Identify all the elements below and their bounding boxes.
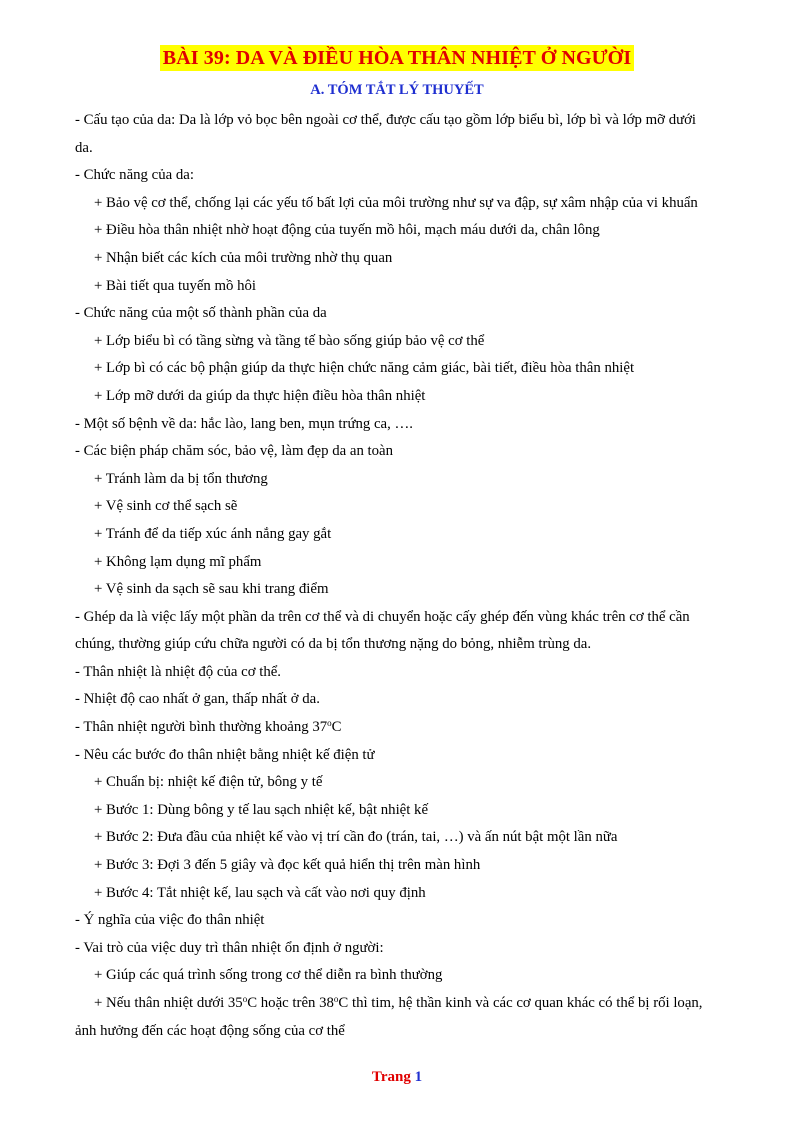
paragraph-line: - Chức năng của một số thành phần của da	[75, 305, 327, 322]
bullet-line: + Không lạm dụng mĩ phẩm	[94, 553, 262, 570]
bullet-line: + Tránh làm da bị tổn thương	[94, 470, 268, 487]
bullet-line: + Lớp biểu bì có tầng sừng và tầng tế bào sống giúp bảo vệ cơ thể	[94, 332, 485, 349]
bullet-line: + Lớp bì có các bộ phận giúp da thực hiện chức năng cảm giác, bài tiết, điều hòa thân nhiệt	[94, 360, 635, 377]
bullet-line: + Điều hòa thân nhiệt nhờ hoạt động của tuyến mồ hôi, mạch máu dưới da, chân lông	[94, 222, 600, 239]
bullet-line: + Bảo vệ cơ thể, chống lại các yếu tố bất lợi của môi trường như sự va đập, sự xâm nhập của vi khuẩn	[94, 194, 698, 211]
bullet-line: + Bước 2: Đưa đầu của nhiệt kế vào vị trí cần đo (trán, tai, …) và ấn nút bật một lần nữa	[94, 829, 618, 846]
bullet-line: + Bước 3: Đợi 3 đến 5 giây và đọc kết quả hiển thị trên màn hình	[94, 857, 481, 874]
bullet-line-temperature	[75, 990, 755, 1018]
text-segment: C	[331, 719, 342, 736]
section-heading: A. TÓM TẮT LÝ THUYẾT	[310, 82, 484, 98]
text-segment: + Nếu thân nhiệt dưới 35	[94, 995, 243, 1011]
paragraph-line: - Các biện pháp chăm sóc, bảo vệ, làm đẹp da an toàn	[75, 443, 394, 460]
paragraph-line: - Thân nhiệt là nhiệt độ của cơ thể.	[75, 663, 282, 680]
text-segment: C hoặc trên 38	[247, 995, 334, 1011]
title-container	[0, 45, 794, 71]
text-segment: C thì tim, hệ thần kinh và các cơ quan khác có thể bị rối loạn,	[338, 995, 703, 1011]
footer-label: Trang	[371, 1069, 411, 1085]
page-number: 1	[414, 1069, 423, 1085]
bullet-line: + Tránh để da tiếp xúc ánh nắng gay gắt	[94, 525, 332, 542]
paragraph-line: - Vai trò của việc duy trì thân nhiệt ổn định ở người:	[75, 939, 384, 956]
paragraph-line: da.	[75, 139, 93, 156]
body-text	[75, 107, 755, 1045]
paragraph-line: ảnh hưởng đến các hoạt động sống của cơ thể	[75, 1022, 345, 1039]
page-footer	[0, 1069, 794, 1086]
bullet-line: + Giúp các quá trình sống trong cơ thể diễn ra bình thường	[94, 967, 443, 984]
bullet-line: + Chuẩn bị: nhiệt kế điện tử, bông y tế	[94, 774, 323, 791]
bullet-line: + Vệ sinh da sạch sẽ sau khi trang điểm	[94, 581, 329, 598]
bullet-line: + Bước 4: Tắt nhiệt kế, lau sạch và cất vào nơi quy định	[94, 884, 426, 901]
paragraph-line: - Ý nghĩa của việc đo thân nhiệt	[75, 912, 265, 929]
degree-superscript: o	[242, 994, 248, 1004]
bullet-line: + Lớp mỡ dưới da giúp da thực hiện điều hòa thân nhiệt	[94, 387, 426, 404]
bullet-line: + Bước 1: Dùng bông y tế lau sạch nhiệt kế, bật nhiệt kế	[94, 801, 429, 818]
degree-superscript: o	[333, 994, 339, 1004]
text-segment: - Thân nhiệt người bình thường khoảng 37	[75, 719, 328, 736]
paragraph-line: chúng, thường giúp cứu chữa người có da bị tổn thương nặng do bỏng, nhiễm trùng da.	[75, 636, 592, 653]
paragraph-line-temperature	[75, 714, 755, 742]
paragraph-line: - Ghép da là việc lấy một phần da trên cơ thể và di chuyển hoặc cấy ghép đến vùng khác trên cơ thể cần	[75, 608, 690, 625]
bullet-line: + Vệ sinh cơ thể sạch sẽ	[94, 498, 238, 515]
paragraph-line: - Nhiệt độ cao nhất ở gan, thấp nhất ở da.	[75, 691, 320, 708]
paragraph-line: - Nêu các bước đo thân nhiệt bằng nhiệt kế điện tử	[75, 746, 375, 763]
bullet-line: + Bài tiết qua tuyến mồ hôi	[94, 277, 257, 294]
paragraph-line: - Cấu tạo của da: Da là lớp vỏ bọc bên ngoài cơ thể, được cấu tạo gồm lớp biểu bì, lớp bì và lớp mỡ dưới	[75, 112, 697, 128]
paragraph-line: - Chức năng của da:	[75, 167, 194, 184]
lesson-title: BÀI 39: DA VÀ ĐIỀU HÒA THÂN NHIỆT Ở NGƯỜI	[160, 45, 634, 71]
degree-superscript: o	[327, 718, 332, 729]
paragraph-line: - Một số bệnh về da: hắc lào, lang ben, mụn trứng ca, ….	[75, 415, 413, 432]
bullet-line: + Nhận biết các kích của môi trường nhờ thụ quan	[94, 249, 393, 266]
